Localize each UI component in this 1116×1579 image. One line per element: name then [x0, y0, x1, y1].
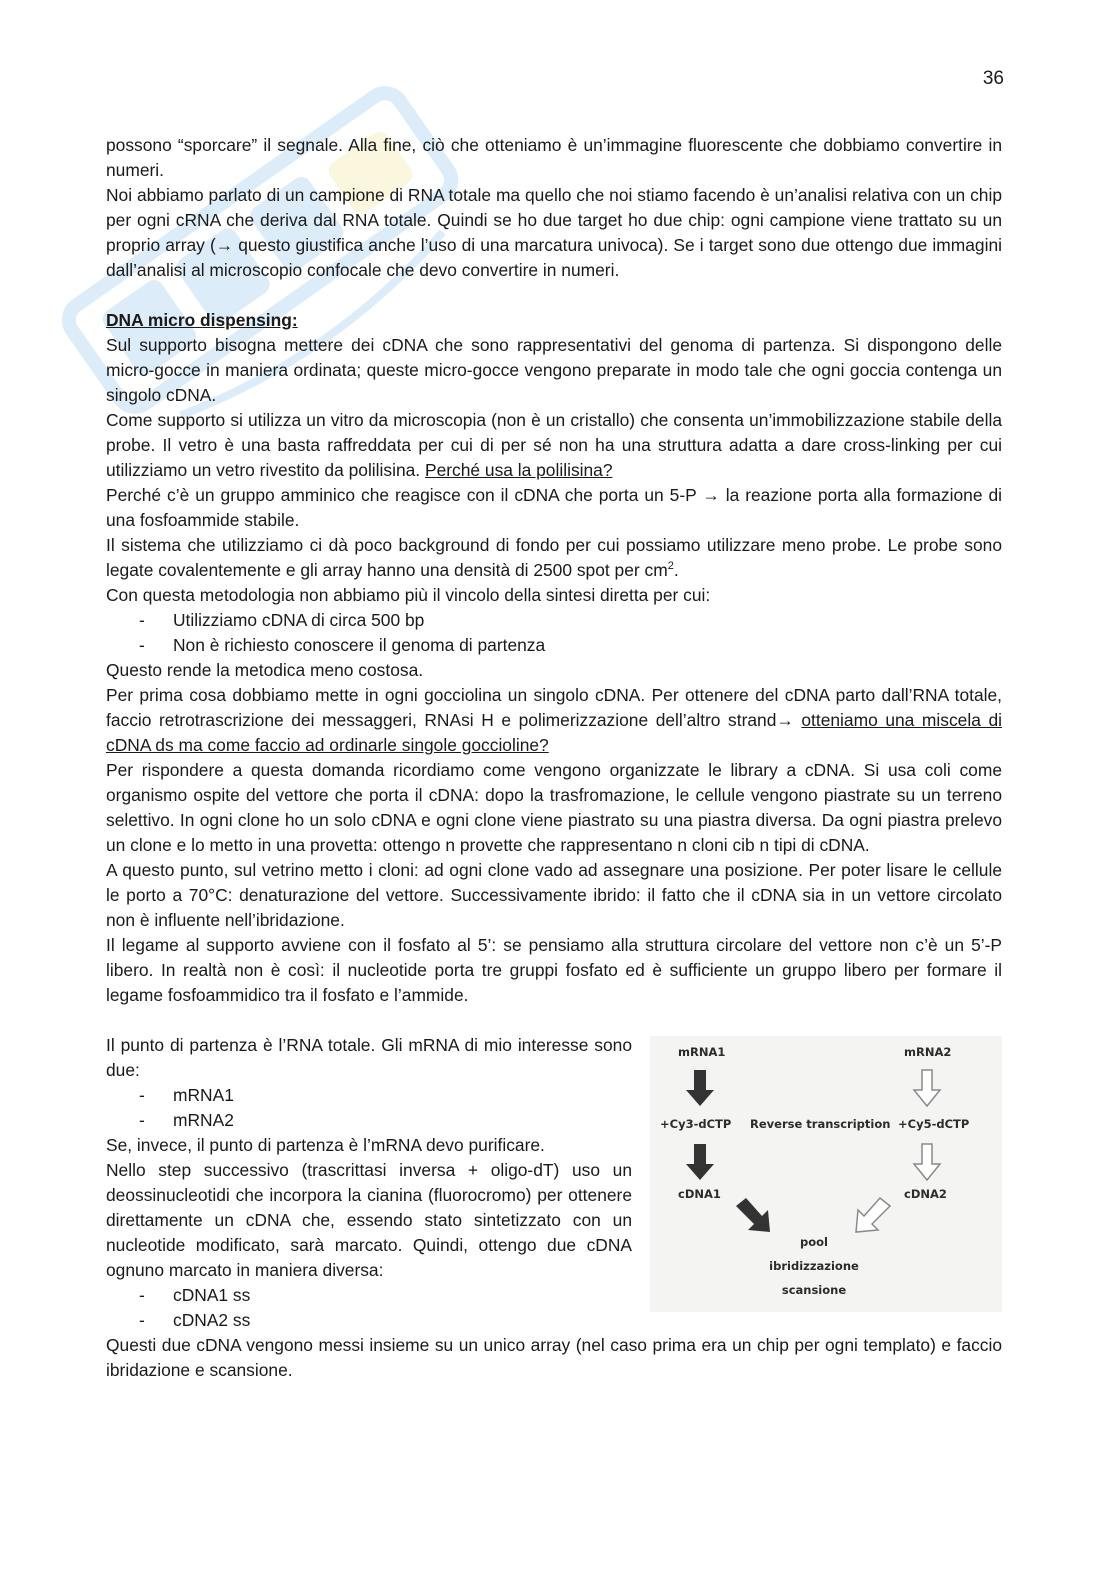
paragraph: Perché c’è un gruppo amminico che reagisce con il cDNA che porta un 5-P → la reazione porta alla formazione di una fosfoammide stabile.: [106, 485, 1002, 530]
fig-label-mrna1: mRNA1: [678, 1045, 726, 1059]
list-item: - Utilizziamo cDNA di circa 500 bp: [106, 608, 1002, 633]
reverse-transcription-figure: [650, 1036, 1002, 1312]
list-item: - mRNA2: [106, 1108, 1002, 1133]
paragraph: Sul supporto bisogna mettere dei cDNA che sono rappresentativi del genoma di partenza. Si dispongono delle micro-gocce in maniera ordinata; queste micro-gocce vengono preparate in modo tale che ogni goccia contenga un singolo cDNA.: [106, 335, 1002, 405]
list-item: - Non è richiesto conoscere il genoma di partenza: [106, 633, 1002, 658]
paragraph: Nello step successivo (trascrittasi inversa + oligo-dT) uso un deossinucleotidi che incorpora la cianina (fluorocromo) per ottenere direttamente un cDNA che, essendo stato sintetizzato con un nucleotide modificato, sarà marcato. Quindi, ottengo due cDNA ognuno marcato in maniera diversa:: [106, 1160, 632, 1280]
paragraph: Con questa metodologia non abbiamo più il vincolo della sintesi diretta per cui:: [106, 585, 711, 605]
fig-label-hybridization: ibridizzazione: [769, 1259, 859, 1273]
dash-list: [106, 1083, 1002, 1133]
list-item: - mRNA1: [106, 1083, 1002, 1108]
fig-label-cdna1: cDNA1: [678, 1187, 721, 1201]
page-number: 36: [982, 68, 1004, 89]
fig-label-reverse-transcription: Reverse transcription: [750, 1117, 891, 1131]
list-item: - cDNA1 ss: [106, 1283, 1002, 1308]
paragraph: Il legame al supporto avviene con il fosfato al 5’: se pensiamo alla struttura circolare del vettore non c’è un 5’-P libero. In realtà non è così: il nucleotide porta tre gruppi fosfato ed è sufficiente un gruppo libero per formare il legame fosfoammidico tra il fosfato e l’ammide.: [106, 935, 1002, 1005]
underlined-question: otteniamo una miscela di cDNA ds ma come faccio ad ordinarle singole goccioline?: [106, 710, 1002, 755]
list-item: - cDNA2 ss: [106, 1308, 1002, 1333]
dash-list: [106, 1283, 1002, 1333]
arrow-diagonal-outline-icon: [856, 1198, 890, 1232]
fig-label-mrna2: mRNA2: [904, 1045, 952, 1059]
paragraph: possono “sporcare” il segnale. Alla fine, ciò che otteniamo è un’immagine fluorescente che dobbiamo convertire in numeri.: [106, 135, 1002, 180]
fig-label-cy3: +Cy3-dCTP: [660, 1117, 732, 1131]
fig-label-cy5: +Cy5-dCTP: [898, 1117, 970, 1131]
arrow-down-dark-icon: [686, 1144, 714, 1180]
paragraph: Questi due cDNA vengono messi insieme su un unico array (nel caso prima era un chip per ogni templato) e faccio ibridazione e scansione.: [106, 1335, 1002, 1380]
underlined-question: Perché usa la polilisina?: [424, 460, 613, 480]
paragraph: Il sistema che utilizziamo ci dà poco background di fondo per cui possiamo utilizzare meno probe. Le probe sono legate covalentemente e gli array hanno una densità di 2500 spot per $cm^2$.: [106, 535, 1002, 580]
paragraph: A questo punto, sul vetrino metto i cloni: ad ogni clone vado ad assegnare una posizione. Per poter lisare le cellule le porto a 70°C: denaturazione del vettore. Successivamente ibrido: il fatto che il cDNA sia in un vettore circolato non è influente nell’ibridazione.: [106, 860, 1002, 930]
paragraph: Se, invece, il punto di partenza è l’mRNA devo purificare.: [106, 1135, 545, 1155]
paragraph: Noi abbiamo parlato di un campione di RNA totale ma quello che noi stiamo facendo è un’analisi relativa con un chip per ogni cRNA che deriva dal RNA totale. Quindi se ho due target ho due chip: ogni campione viene trattato su un proprio array (→ questo giustifica anche l’uso di una marcatura univoca). Se i target sono due ottengo due immagini dall’analisi al microscopio confocale che devo convertire in numeri.: [106, 185, 1002, 280]
paragraph: Per prima cosa dobbiamo mette in ogni gocciolina un singolo cDNA. Per ottenere del cDNA parto dall’RNA totale, faccio retrotrascrizione dei messaggeri, RNAsi H e polimerizzazione dell’altro strand→ otteniamo una miscela di cDNA ds ma come faccio ad ordinarle singole goccioline?: [106, 685, 1002, 755]
dash-list: [106, 608, 1002, 658]
paragraph: Per rispondere a questa domanda ricordiamo come vengono organizzate le library a cDNA. Si usa coli come organismo ospite del vettore che porta il cDNA: dopo la trasfromazione, le cellule vengono piastrate su un terreno selettivo. In ogni clone ho un solo cDNA e ogni clone viene piastrato su una piastra diversa. Da ogni piastra prelevo un clone e lo metto in una provetta: ottengo n provette che rappresentano n cloni cib n tipi di cDNA.: [106, 760, 1002, 855]
paragraph: Questo rende la metodica meno costosa.: [106, 660, 424, 680]
arrow-diagonal-dark-icon: [736, 1198, 770, 1232]
arrow-down-outline-icon: [914, 1144, 940, 1180]
page-body: [106, 133, 1002, 1383]
fig-label-pool: pool: [800, 1235, 828, 1249]
paragraph: Il punto di partenza è l’RNA totale. Gli mRNA di mio interesse sono due:: [106, 1035, 632, 1080]
paragraph: Come supporto si utilizza un vitro da microscopia (non è un cristallo) che consenta un’immobilizzazione stabile della probe. Il vetro è una basta raffreddata per cui di per sé non ha una struttura adatta a dare cross-linking per cui utilizziamo un vetro rivestito da polilisina. Perché usa la polilisina?: [106, 410, 1002, 480]
fig-label-scan: scansione: [781, 1283, 847, 1297]
fig-label-cdna2: cDNA2: [904, 1187, 947, 1201]
section-heading: DNA micro dispensing:: [106, 310, 298, 330]
